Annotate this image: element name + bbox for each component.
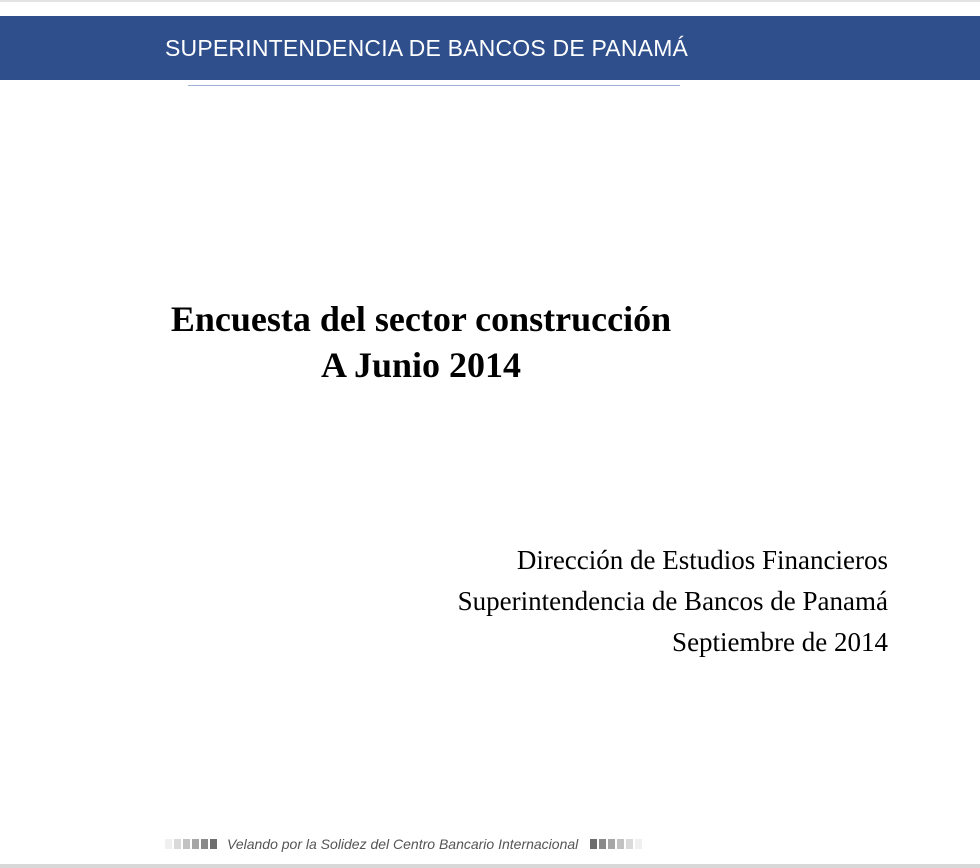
document-title-line-2: A Junio 2014 xyxy=(320,345,522,385)
header-band xyxy=(0,16,980,80)
credits-date: Septiembre de 2014 xyxy=(672,627,888,657)
header-title: SUPERINTENDENCIA DE BANCOS DE PANAMÁ xyxy=(165,35,689,61)
credits-block xyxy=(458,540,888,663)
footer-left-blocks xyxy=(165,839,217,849)
document-title xyxy=(0,296,842,388)
document-title-line-1: Encuesta del sector construcción xyxy=(170,299,672,339)
credits-department: Dirección de Estudios Financieros xyxy=(516,545,888,575)
footer-slogan: Velando por la Solidez del Centro Bancario Internacional xyxy=(227,836,579,852)
footer-right-blocks xyxy=(590,839,642,849)
credits-institution: Superintendencia de Bancos de Panamá xyxy=(457,586,888,616)
header-underline xyxy=(188,85,680,86)
footer xyxy=(165,834,642,854)
